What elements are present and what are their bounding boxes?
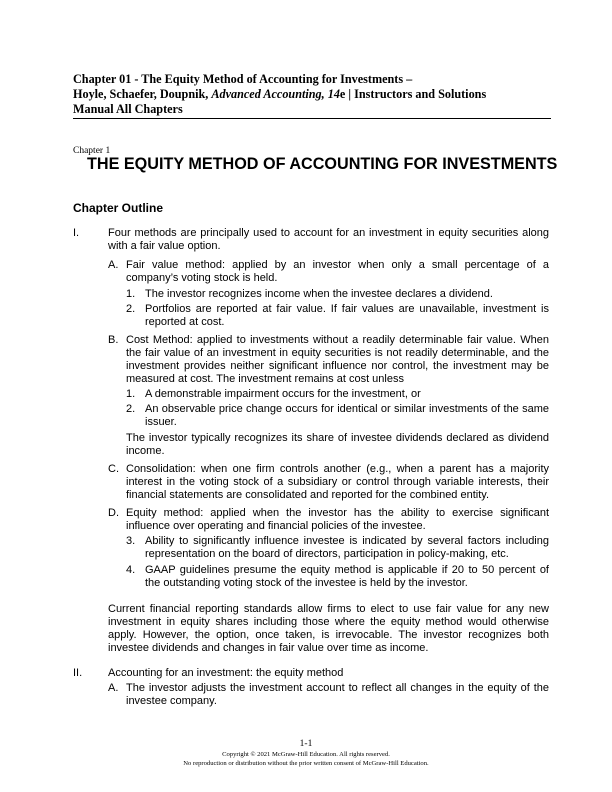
- section-i-c-text: Consolidation: when one firm controls another (e.g., when a parent has a majority interest in the voting stock of a subsidiary or control through variable interests, their financial statements are consolidated and reported for the combined entity.: [126, 463, 549, 501]
- header-book-title: Advanced Accounting, 14: [211, 87, 340, 101]
- header-line-2: [73, 87, 551, 102]
- section-i-number: I.: [73, 227, 80, 239]
- list-item: GAAP guidelines presume the equity method is applicable if 20 to 50 percent of the outstanding voting stock of the investee is held by the investor.: [145, 564, 549, 589]
- section-i-a-label: A.: [108, 259, 119, 271]
- item-number: 3.: [126, 535, 136, 547]
- item-number: 2.: [126, 303, 136, 315]
- section-i-a-text: Fair value method: applied by an investor when only a small percentage of a company’s voting stock is held.: [126, 259, 549, 284]
- chapter-label: Chapter 1: [73, 146, 111, 156]
- reproduction-notice: No reproduction or distribution without the prior written consent of McGraw-Hill Education.: [183, 760, 429, 767]
- section-i-text: Four methods are principally used to account for an investment in equity securities along with a fair value option.: [108, 227, 549, 252]
- header-divider: [73, 118, 551, 119]
- header-line-1: Chapter 01 - The Equity Method of Accounting for Investments –: [73, 72, 413, 86]
- chapter-title: THE EQUITY METHOD OF ACCOUNTING FOR INVESTMENTS: [87, 155, 558, 173]
- list-item: The investor recognizes income when the investee declares a dividend.: [145, 288, 493, 300]
- closing-paragraph: Current financial reporting standards allow firms to elect to use fair value for any new investment in equity shares including those where the equity method would otherwise apply. However, the option, once taken, is irrevocable. The investor recognizes both investee dividends and changes in fair value over time as income.: [108, 603, 549, 654]
- outline-heading: Chapter Outline: [73, 201, 164, 215]
- section-ii-a-text: The investor adjusts the investment account to reflect all changes in the equity of the investee company.: [126, 682, 549, 707]
- item-number: 1.: [126, 388, 136, 400]
- section-i-b-text: Cost Method: applied to investments without a readily determinable fair value. When the fair value of an investment in equity securities is not readily determinable, and the investment provides neither significant influence nor control, the investment may be measured at cost. The investment remains at cost unless: [126, 334, 549, 385]
- header-authors: Hoyle, Schaefer, Doupnik,: [73, 87, 212, 101]
- list-item: An observable price change occurs for identical or similar investments of the same issuer.: [145, 403, 549, 428]
- list-item: A demonstrable impairment occurs for the investment, or: [145, 388, 421, 400]
- header-manual-title: | Instructors and Solutions: [345, 87, 487, 101]
- item-number: 2.: [126, 403, 136, 415]
- section-i-d-text: Equity method: applied when the investor has the ability to exercise significant influence over operating and financial policies of the investee.: [126, 507, 549, 532]
- section-ii-text: Accounting for an investment: the equity method: [108, 667, 344, 679]
- list-item: Portfolios are reported at fair value. If fair values are unavailable, investment is reported at cost.: [145, 303, 549, 328]
- section-i-b-after-text: The investor typically recognizes its share of investee dividends declared as dividend income.: [126, 432, 549, 457]
- section-ii-number: II.: [73, 667, 83, 679]
- document-header: [73, 72, 551, 117]
- copyright-notice: Copyright © 2021 McGraw-Hill Education. All rights reserved.: [222, 751, 390, 758]
- header-line-3: Manual All Chapters: [73, 102, 183, 116]
- section-i-c-label: C.: [108, 463, 119, 475]
- list-item: Ability to significantly influence investee is indicated by several factors including representation on the board of directors, participation in policy-making, etc.: [145, 535, 549, 560]
- item-number: 1.: [126, 288, 136, 300]
- section-i-d-label: D.: [108, 507, 119, 519]
- header-edition-suffix: e: [339, 87, 346, 101]
- section-ii-a-label: A.: [108, 682, 119, 694]
- section-i-b-label: B.: [108, 334, 119, 346]
- item-number: 4.: [126, 564, 136, 576]
- page-number: 1-1: [299, 739, 313, 749]
